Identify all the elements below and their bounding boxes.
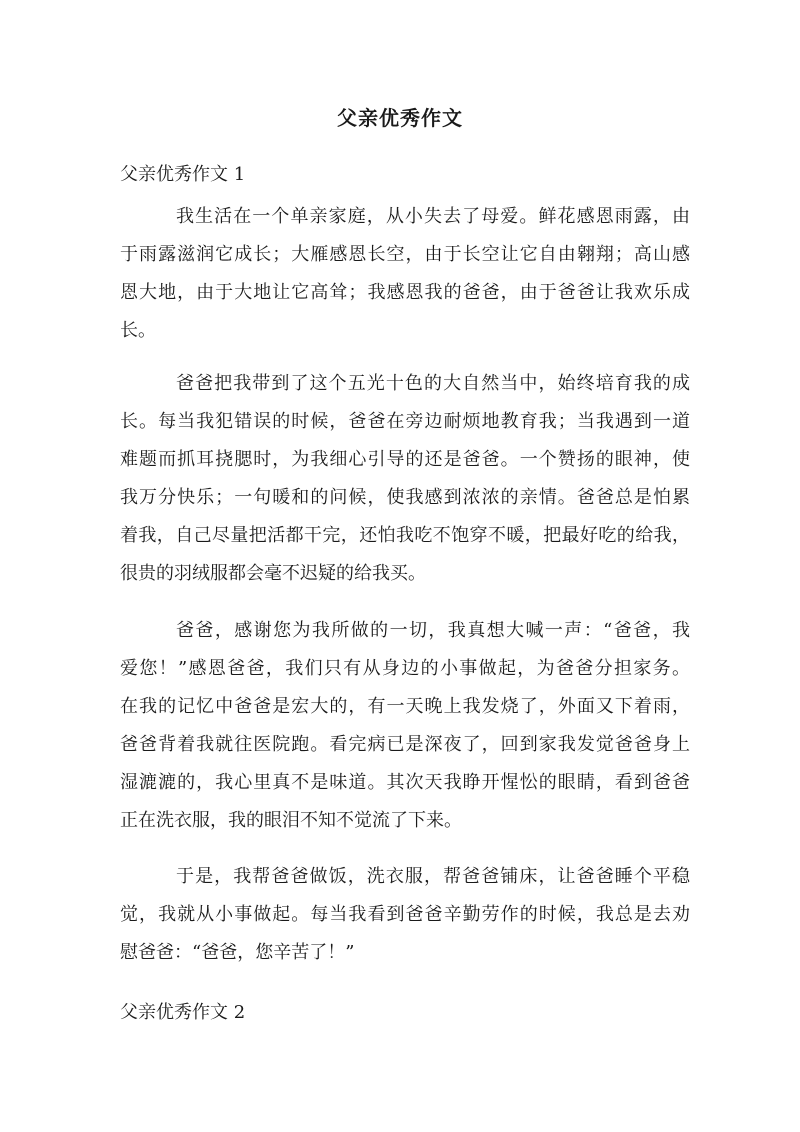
essay-paragraph-2: [120, 365, 690, 593]
text-line: 湿漉漉的，我心里真不是味道。其次天我睁开惺忪的眼睛，看到爸爸: [120, 772, 690, 793]
text-line: 慰爸爸：“爸爸，您辛苦了！”: [120, 942, 355, 963]
document-title: 父亲优秀作文: [337, 106, 463, 130]
text-line: 我万分快乐；一句暖和的问候，使我感到浓浓的亲情。爸爸总是怕累: [120, 487, 690, 508]
text-line: 难题而抓耳挠腮时，为我细心引导的还是爸爸。一个赞扬的眼神，使: [120, 449, 690, 470]
text-line: 很贵的羽绒服都会毫不迟疑的给我买。: [120, 563, 426, 584]
text-line: 长。每当我犯错误的时候，爸爸在旁边耐烦地教育我；当我遇到一道: [120, 411, 690, 432]
text-line: 正在洗衣服，我的眼泪不知不觉流了下来。: [120, 810, 462, 831]
essay-paragraph-3: [120, 612, 690, 840]
text-line: 觉，我就从小事做起。每当我看到爸爸辛勤劳作的时候，我总是去劝: [120, 904, 690, 925]
text-line: 爸爸，感谢您为我所做的一切，我真想大喊一声：“爸爸，我: [176, 620, 690, 641]
text-line: 爸爸把我带到了这个五光十色的大自然当中，始终培育我的成: [176, 373, 690, 394]
text-line: 爱您！”感恩爸爸，我们只有从身边的小事做起，为爸爸分担家务。: [120, 658, 690, 679]
section-heading-1: 父亲优秀作文 1: [120, 164, 246, 185]
text-line: 恩大地，由于大地让它高耸；我感恩我的爸爸，由于爸爸让我欢乐成: [120, 282, 690, 303]
text-line: 爸爸背着我就往医院跑。看完病已是深夜了，回到家我发觉爸爸身上: [120, 734, 690, 755]
text-line: 我生活在一个单亲家庭，从小失去了母爱。鲜花感恩雨露，由: [176, 206, 690, 227]
text-line: 着我，自己尽量把活都干完，还怕我吃不饱穿不暖，把最好吃的给我，: [120, 525, 690, 546]
text-line: 于雨露滋润它成长；大雁感恩长空，由于长空让它自由翱翔；高山感: [120, 244, 690, 265]
essay-paragraph-4: [120, 858, 690, 972]
section-heading-2: 父亲优秀作文 2: [120, 1002, 246, 1023]
text-line: 于是，我帮爸爸做饭，洗衣服，帮爸爸铺床，让爸爸睡个平稳: [176, 866, 690, 887]
text-line: 长。: [120, 320, 156, 341]
text-line: 在我的记忆中爸爸是宏大的，有一天晚上我发烧了，外面又下着雨，: [120, 696, 690, 717]
essay-paragraph-1: [120, 198, 690, 350]
